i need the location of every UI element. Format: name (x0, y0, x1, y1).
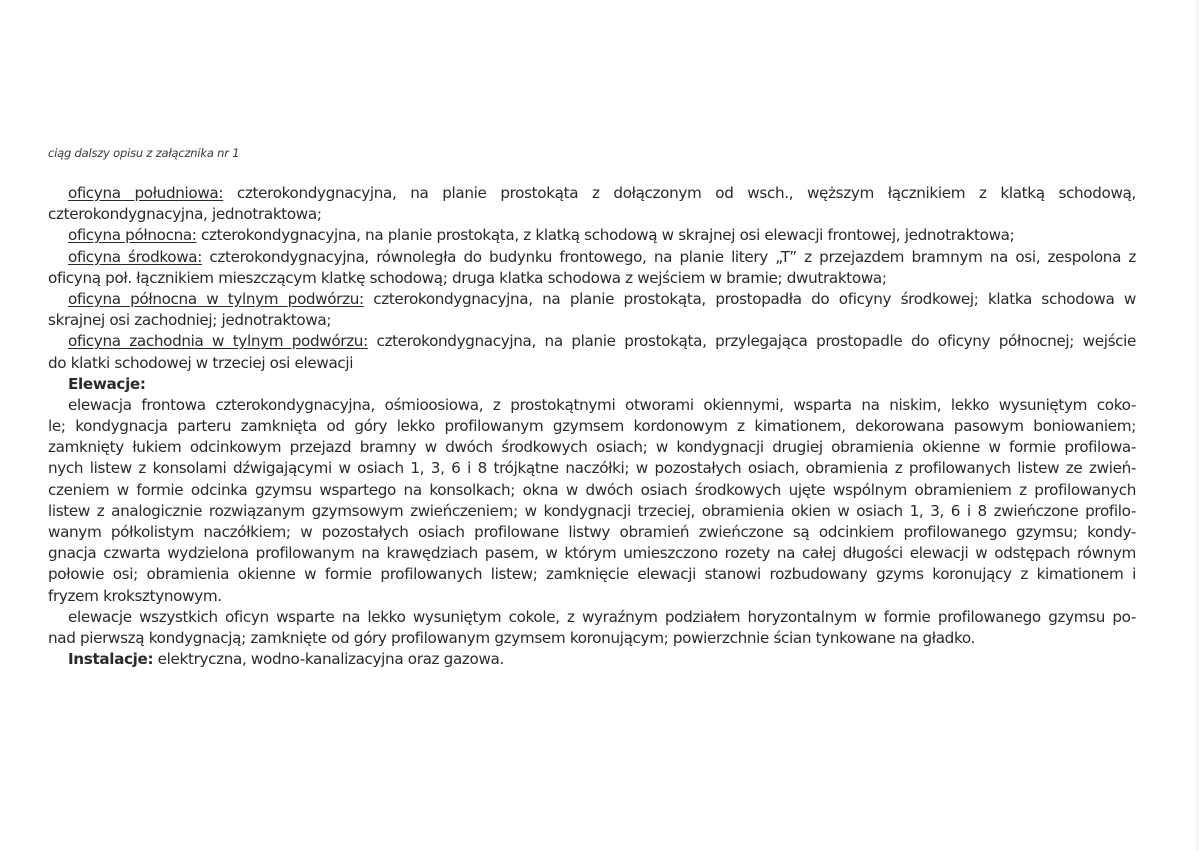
wing-middle-line-1 (48, 247, 1136, 268)
front-elevation-line-5: czeniem w formie odcinka gzymsu wspartego na konsolkach; okna w dwóch osiach środkowych ujęte wspólnym obramieniem z profilowanych (48, 480, 1136, 499)
wing-south-text: czterokondygnacyjna, na planie prostokąta z dołączonym od wsch., węższym łącznikiem z klatką schodową, (223, 184, 1136, 202)
wing-south-line-1 (48, 183, 1136, 204)
wing-west-rear-line-1 (48, 331, 1136, 352)
wing-west-rear-label: oficyna zachodnia w tylnym podwórzu: (68, 332, 368, 351)
wing-west-rear-text: czterokondygnacyjna, na planie prostokąta, przylegająca prostopadle do oficyny północnej; wejście (367, 332, 1136, 351)
front-elevation-line-4: nych listew z konsolami dźwigającymi w osiach 1, 3, 6 i 8 trójkątne naczółki; w pozostałych osiach, obramienia z profilowanych listew ze zwień- (48, 459, 1136, 478)
page-edge-shadow (1193, 0, 1199, 851)
wing-north-line-1 (48, 225, 1136, 246)
wing-middle-text: czterokondygnacyjna, równoległa do budynku frontowego, na planie litery „T” z przejazdem bramnym na osi, zespolona z (202, 247, 1136, 266)
front-elevation-line-10: fryzem kroksztynowym. (48, 586, 222, 605)
installations-heading: Instalacje: (68, 650, 154, 669)
wings-elevation-line-2: nad pierwszą kondygnacją; zamknięte od góry profilowanym gzymsem koronującym; powierzchnie ścian tynkowane na gładko. (48, 628, 976, 647)
wing-north-rear-text: czterokondygnacyjna, na planie prostokąta, prostopadła do oficyny środkowej; klatka schodowa w (363, 289, 1136, 308)
continuation-note: ciąg dalszy opisu z załącznika nr 1 (48, 146, 240, 160)
document-body (48, 183, 1136, 670)
wing-west-rear-line-2: do klatki schodowej w trzeciej osi elewacji (48, 353, 354, 372)
front-elevation-line-6: listew z analogicznie rozwiązanym gzymsowym zwieńczeniem; w kondygnacji trzeciej, obramienia okien w osiach 1, 3, 6 i 8 zwieńczone profilo- (48, 501, 1136, 520)
front-elevation-line-3: zamknięty łukiem odcinkowym przejazd bramny w dwóch środkowych osiach; w kondygnacji drugiej obramienia okienne w formie profilowa- (48, 438, 1136, 457)
installations-line (48, 649, 1136, 670)
front-elevation-line-9: połowie osi; obramienia okienne w formie profilowanych listew; zamknięcie elewacji stanowi rozbudowany gzyms koronujący z kimationem i (48, 565, 1136, 584)
wing-north-rear-label: oficyna północna w tylnym podwórzu: (68, 289, 364, 308)
wing-north-rear-line-1 (48, 289, 1136, 310)
elevations-heading: Elewacje: (68, 374, 146, 393)
front-elevation-line-8: gnacja czwarta wydzielona profilowanym na krawędziach pasem, w którym umieszczono rozety na całej długości elewacji w odstępach równym (48, 544, 1136, 563)
wing-north-text: czterokondygnacyjna, na planie prostokąta, z klatką schodową w skrajnej osi elewacji frontowej, jednotraktowa; (196, 226, 1015, 245)
wings-elevation-line-1: elewacje wszystkich oficyn wsparte na lekko wysuniętym cokole, z wyraźnym podziałem horyzontalnym w formie profilowanego gzymsu po- (68, 607, 1136, 626)
wing-south-label: oficyna południowa: (68, 184, 224, 202)
front-elevation-line-7: wanym półkolistym naczółkiem; w pozostałych osiach profilowane listwy obramień zwieńczone są odcinkiem profilowanego gzymsu; kondy- (48, 523, 1136, 541)
wing-middle-line-2: oficyną poł. łącznikiem mieszczącym klatkę schodową; druga klatka schodowa z wejściem w bramie; dwutraktowa; (48, 268, 887, 287)
front-elevation-line-2: le; kondygnacja parteru zamknięta od góry lekko profilowanym gzymsem kordonowym z kimationem, dekorowana pasowym boniowaniem; (48, 417, 1136, 436)
wing-north-rear-line-2: skrajnej osi zachodniej; jednotraktowa; (48, 311, 332, 330)
front-elevation-line-1: elewacja frontowa czterokondygnacyjna, ośmioosiowa, z prostokątnymi otworami okiennymi, wsparta na niskim, lekko wysuniętym coko- (68, 395, 1136, 414)
wing-north-label: oficyna północna: (68, 226, 197, 245)
wing-middle-label: oficyna środkowa: (68, 247, 203, 266)
installations-text: elektryczna, wodno-kanalizacyjna oraz gazowa. (153, 650, 504, 669)
wing-south-line-2: czterokondygnacyjna, jednotraktowa; (48, 205, 322, 224)
